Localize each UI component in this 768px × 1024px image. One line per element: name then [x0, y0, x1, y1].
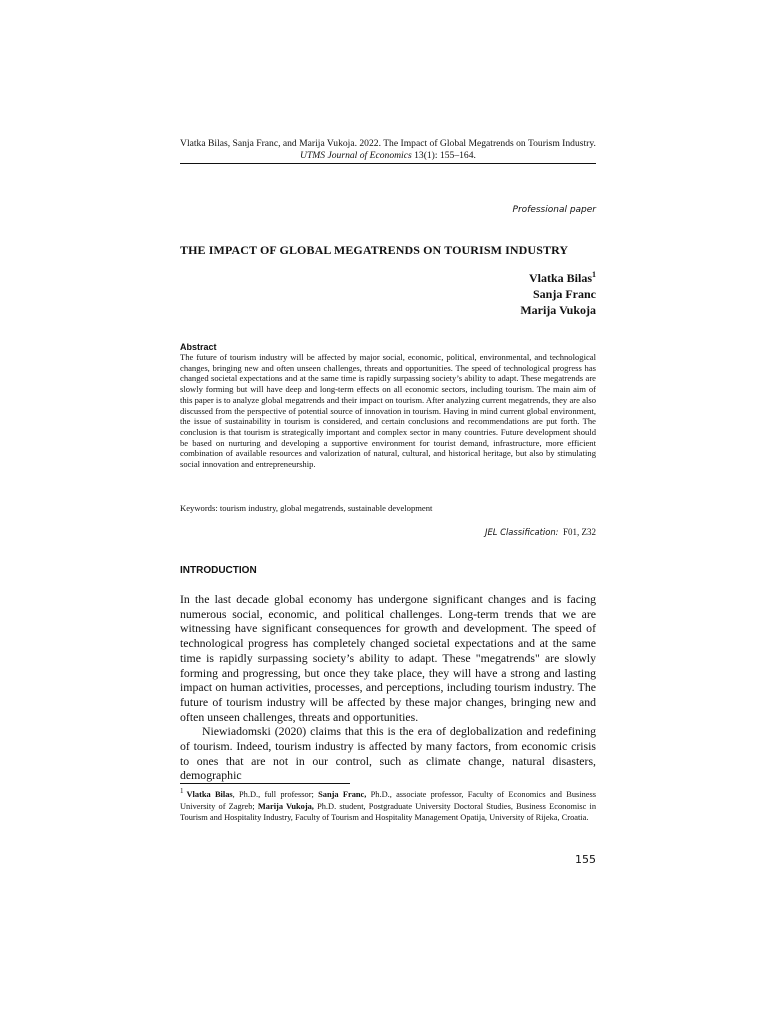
footnote-author: Sanja Franc, — [318, 790, 367, 799]
author-3 — [380, 302, 596, 318]
running-header-citation — [180, 138, 596, 162]
header-divider — [180, 163, 596, 164]
citation-volume: 13(1): 155–164. — [411, 150, 476, 161]
jel-classification — [380, 527, 596, 537]
citation-journal: UTMS Journal of Economics — [300, 150, 412, 161]
footnote — [180, 789, 596, 824]
paragraph: Niewiadomski (2020) claims that this is the era of deglobalization and redefining of tourism. Indeed, tourism industry is affected by many factors, from economic crisis to ones that are not in our control, such as climate change, natural disasters, demographic — [180, 724, 596, 783]
page-number: 155 — [575, 853, 596, 866]
keywords-line: Keywords: tourism industry, global megatrends, sustainable development — [180, 503, 433, 513]
abstract-body: The future of tourism industry will be affected by major social, economic, political, environmental, and technological changes, bringing new and often unseen challenges, threats and opportunities. The speed of technological progress has changed societal expectations and at the same time is rapidly surpassing society’s ability to adapt. These megatrends are slowly forming but will have deep and long-term effects on all economic sectors, including tourism. The main aim of this paper is to analyze global megatrends and their impact on tourism. After analyzing current megatrends, they are also discussed from the perspective of potential source of innovation in tourism. Having in mind current global environment, the issue of sustainability in tourism is considered, and certain conclusions and recommendations are put forth. The conclusion is that tourism is strategically important and complex sector in many countries. Future development should be based on nurturing and developing a supportive environment for tourist demand, infrastructure, more efficient combination of available resources and valorization of natural, cultural, and historical heritage, but also by stimulating social innovation and entrepreneurship. — [180, 352, 596, 470]
citation-text: Vlatka Bilas, Sanja Franc, and Marija Vukoja. 2022. The Impact of Global Megatrends on Tourism Industry. — [180, 138, 596, 149]
abstract-heading: Abstract — [180, 342, 217, 352]
author-2 — [380, 286, 596, 302]
paper-type-label: Professional paper — [512, 205, 596, 215]
footnote-author: Marija Vukoja, — [257, 801, 314, 811]
footnote-divider — [180, 783, 350, 784]
jel-label: JEL Classification: — [485, 527, 559, 537]
author-list — [380, 270, 596, 318]
jel-codes: F01, Z32 — [562, 527, 596, 537]
footnote-mark: 1 — [592, 270, 596, 279]
author-name: Marija Vukoja — [520, 303, 596, 317]
footnote-text: Ph.D., associate professor, Faculty of Economics and Business University of Zagreb; — [180, 790, 597, 811]
author-name: Sanja Franc — [533, 287, 596, 301]
introduction-body — [180, 592, 596, 783]
author-1 — [380, 270, 596, 286]
paper-title: THE IMPACT OF GLOBAL MEGATRENDS ON TOURISM INDUSTRY — [180, 243, 569, 257]
paragraph: In the last decade global economy has undergone significant changes and is facing numerous social, economic, and political challenges. Long-term trends that we are witnessing have significant consequences for growth and development. The speed of technological progress has completely changed societal expectations and at the same time is rapidly surpassing society’s ability to adapt. These "megatrends" are slowly forming and progressing, but once they take place, they will have a strong and lasting impact on human activities, processes, and perceptions, including tourism industry. The future of tourism industry will be affected by these major changes, bringing new and often unseen challenges, threats and opportunities. — [180, 592, 596, 724]
footnote-text: , Ph.D., full professor; — [232, 790, 319, 799]
footnote-mark: 1 — [180, 787, 184, 796]
footnote-author: Vlatka Bilas — [186, 790, 233, 799]
section-heading-introduction: INTRODUCTION — [180, 565, 257, 576]
author-name: Vlatka Bilas — [528, 271, 592, 285]
footnote-text: Ph.D. student, Postgraduate University Doctoral Studies, Business Economisc in Tourism and Hospitality Industry, Faculty of Tourism and Hospitality Management Opatija, University of Rijeka, Croatia. — [180, 801, 597, 822]
